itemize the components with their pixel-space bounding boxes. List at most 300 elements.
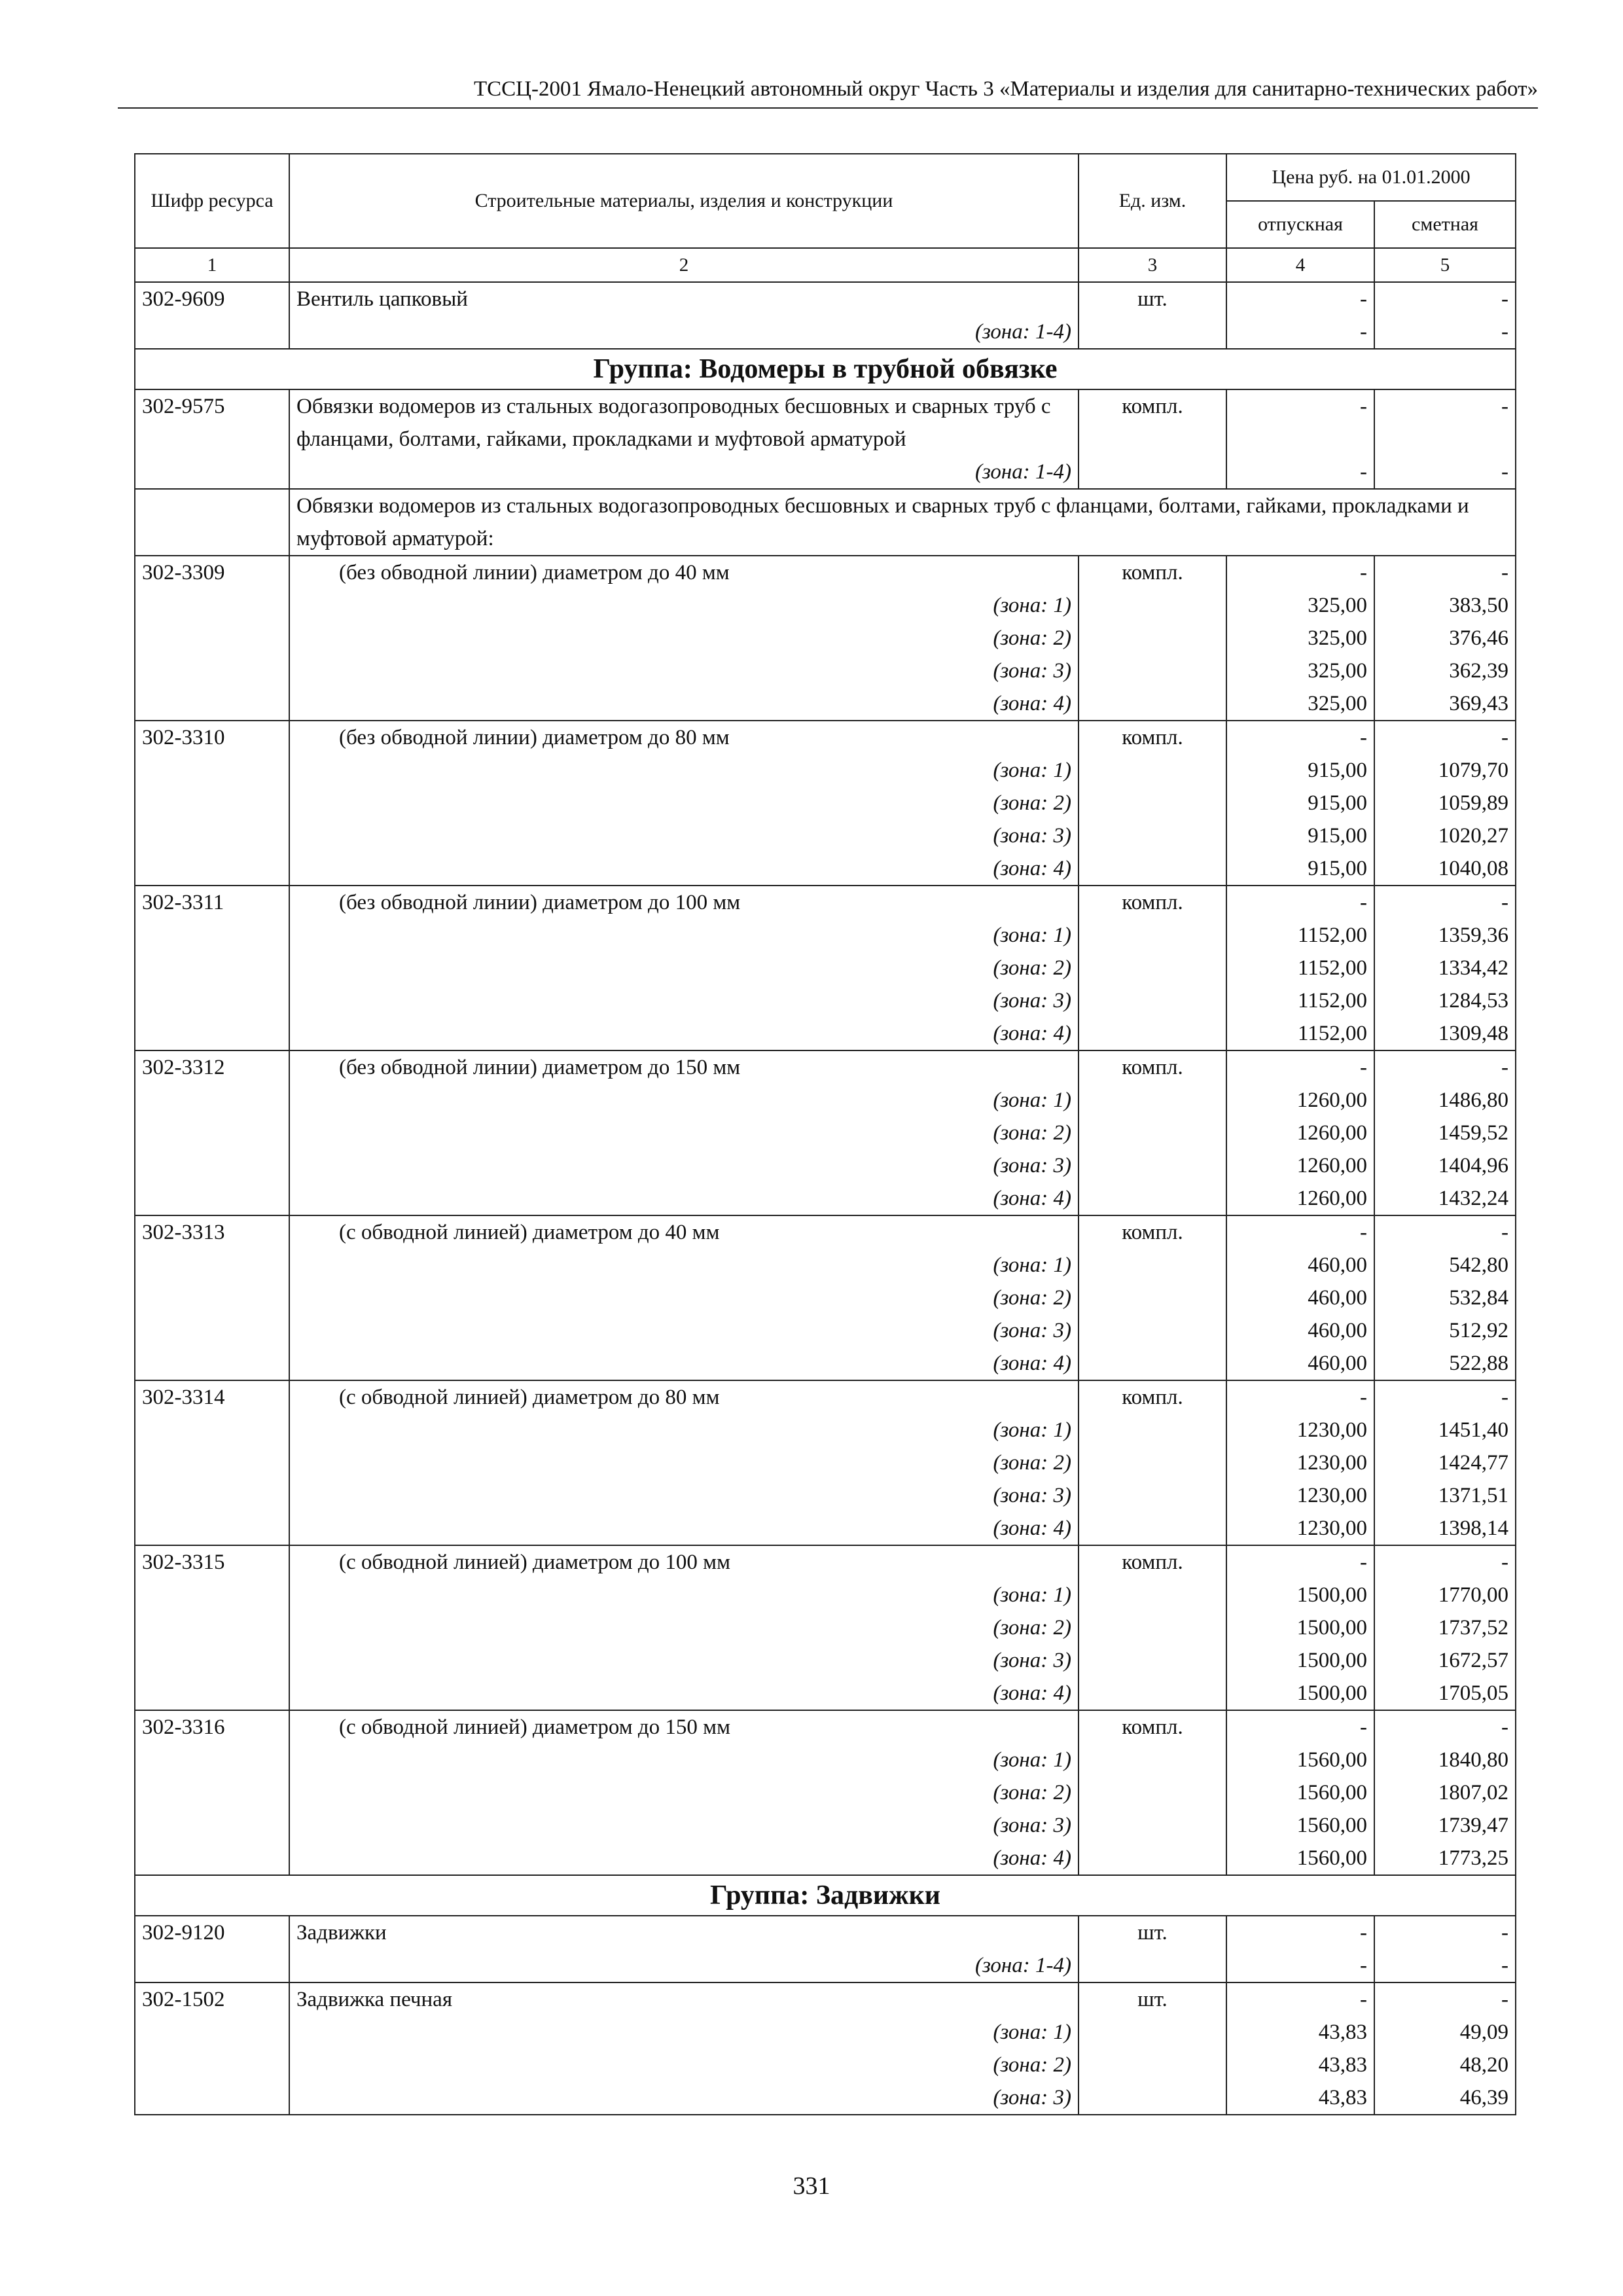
zone-label: (зона: 4) — [289, 1677, 1079, 1710]
zone-release-price: 460,00 — [1226, 1347, 1374, 1380]
zone-label: (зона: 2) — [289, 1446, 1079, 1479]
zone-code-spacer — [135, 315, 289, 349]
zone-label: (зона: 1) — [289, 1249, 1079, 1282]
release-price: - — [1226, 1916, 1374, 1949]
zone-release-price: 460,00 — [1226, 1282, 1374, 1314]
zone-estimate-price: 522,88 — [1374, 1347, 1516, 1380]
zone-row — [135, 919, 1516, 952]
zone-estimate-price: 1739,47 — [1374, 1809, 1516, 1842]
zone-code-spacer — [135, 919, 289, 952]
zone-label: (зона: 3) — [289, 1314, 1079, 1347]
zone-label: (зона: 3) — [289, 984, 1079, 1017]
unit: шт. — [1079, 282, 1226, 315]
column-number: 5 — [1374, 248, 1516, 282]
material-name: (без обводной линии) диаметром до 40 мм — [289, 556, 1079, 589]
unit: компл. — [1079, 1545, 1226, 1579]
zone-label: (зона: 1) — [289, 589, 1079, 622]
zone-row — [135, 1677, 1516, 1710]
zone-code-spacer — [135, 2081, 289, 2115]
zone-row — [135, 589, 1516, 622]
resource-code: 302-3311 — [135, 886, 289, 919]
resource-code: 302-9575 — [135, 389, 289, 456]
zone-row — [135, 1017, 1516, 1050]
zone-release-price: 915,00 — [1226, 852, 1374, 886]
table-row — [135, 1050, 1516, 1084]
zone-unit-spacer — [1079, 2049, 1226, 2081]
zone-code-spacer — [135, 2049, 289, 2081]
zone-label: (зона: 4) — [289, 1347, 1079, 1380]
zone-code-spacer — [135, 1117, 289, 1149]
zone-release-price: 1152,00 — [1226, 952, 1374, 984]
zone-estimate-price: 512,92 — [1374, 1314, 1516, 1347]
zone-unit-spacer — [1079, 1677, 1226, 1710]
zone-estimate-price: 1737,52 — [1374, 1611, 1516, 1644]
zone-unit-spacer — [1079, 984, 1226, 1017]
zone-unit-spacer — [1079, 1949, 1226, 1982]
column-header-code: Шифр ресурса — [135, 154, 289, 248]
zone-code-spacer — [135, 1282, 289, 1314]
estimate-price: - — [1374, 886, 1516, 919]
zone-estimate-price: 1284,53 — [1374, 984, 1516, 1017]
material-name: (с обводной линией) диаметром до 150 мм — [289, 1710, 1079, 1744]
zone-label: (зона: 3) — [289, 819, 1079, 852]
zone-label: (зона: 3) — [289, 1644, 1079, 1677]
column-header-unit: Ед. изм. — [1079, 154, 1226, 248]
release-price: - — [1226, 1050, 1374, 1084]
estimate-price: - — [1374, 282, 1516, 315]
table-header — [135, 154, 1516, 282]
zone-label: (зона: 3) — [289, 1479, 1079, 1512]
zone-unit-spacer — [1079, 456, 1226, 489]
zone-release-price: 915,00 — [1226, 819, 1374, 852]
table-row — [135, 1215, 1516, 1249]
zone-row — [135, 1512, 1516, 1545]
zone-row — [135, 984, 1516, 1017]
zone-unit-spacer — [1079, 1446, 1226, 1479]
zone-release-price: 1560,00 — [1226, 1809, 1374, 1842]
zone-row — [135, 1314, 1516, 1347]
zone-unit-spacer — [1079, 1017, 1226, 1050]
zone-release-price: 1260,00 — [1226, 1149, 1374, 1182]
zone-unit-spacer — [1079, 655, 1226, 687]
zone-code-spacer — [135, 1677, 289, 1710]
zone-code-spacer — [135, 1744, 289, 1776]
zone-release-price: 1560,00 — [1226, 1776, 1374, 1809]
column-number: 1 — [135, 248, 289, 282]
zone-code-spacer — [135, 622, 289, 655]
zone-estimate-price: - — [1374, 456, 1516, 489]
zone-unit-spacer — [1079, 1314, 1226, 1347]
zone-estimate-price: 1404,96 — [1374, 1149, 1516, 1182]
zone-row — [135, 1249, 1516, 1282]
group-title: Группа: Водомеры в трубной обвязке — [135, 349, 1516, 389]
zone-row — [135, 952, 1516, 984]
release-price: - — [1226, 556, 1374, 589]
zone-row — [135, 2016, 1516, 2049]
table-row — [135, 389, 1516, 456]
unit: шт. — [1079, 1916, 1226, 1949]
description-row — [135, 489, 1516, 556]
zone-unit-spacer — [1079, 1347, 1226, 1380]
zone-release-price: 1500,00 — [1226, 1579, 1374, 1611]
zone-code-spacer — [135, 1776, 289, 1809]
material-name: (без обводной линии) диаметром до 80 мм — [289, 721, 1079, 754]
zone-label: (зона: 4) — [289, 1512, 1079, 1545]
resource-code: 302-9609 — [135, 282, 289, 315]
resource-code: 302-3309 — [135, 556, 289, 589]
zone-code-spacer — [135, 456, 289, 489]
zone-release-price: 1500,00 — [1226, 1677, 1374, 1710]
zone-code-spacer — [135, 1182, 289, 1215]
table-row — [135, 1380, 1516, 1414]
zone-code-spacer — [135, 1149, 289, 1182]
zone-code-spacer — [135, 1347, 289, 1380]
zone-release-price: 460,00 — [1226, 1249, 1374, 1282]
release-price: - — [1226, 1545, 1374, 1579]
zone-code-spacer — [135, 1446, 289, 1479]
zone-row — [135, 1084, 1516, 1117]
zone-release-price: - — [1226, 456, 1374, 489]
zone-estimate-price: 1371,51 — [1374, 1479, 1516, 1512]
zone-code-spacer — [135, 1414, 289, 1446]
table-row — [135, 1545, 1516, 1579]
zone-estimate-price: 1309,48 — [1374, 1017, 1516, 1050]
zone-label: (зона: 4) — [289, 1017, 1079, 1050]
table-body — [135, 282, 1516, 2115]
resource-code: 302-1502 — [135, 1982, 289, 2016]
zone-release-price: 460,00 — [1226, 1314, 1374, 1347]
zone-row — [135, 1579, 1516, 1611]
zone-label: (зона: 1) — [289, 1579, 1079, 1611]
zone-unit-spacer — [1079, 1084, 1226, 1117]
zone-row — [135, 1776, 1516, 1809]
zone-row — [135, 1809, 1516, 1842]
zone-unit-spacer — [1079, 1249, 1226, 1282]
zone-label: (зона: 1) — [289, 754, 1079, 787]
zone-estimate-price: 49,09 — [1374, 2016, 1516, 2049]
zone-code-spacer — [135, 952, 289, 984]
zone-estimate-price: 1486,80 — [1374, 1084, 1516, 1117]
zone-estimate-price: 1705,05 — [1374, 1677, 1516, 1710]
zone-unit-spacer — [1079, 1414, 1226, 1446]
zone-unit-spacer — [1079, 754, 1226, 787]
zone-release-price: 1500,00 — [1226, 1611, 1374, 1644]
zone-row — [135, 2081, 1516, 2115]
zone-estimate-price: 1770,00 — [1374, 1579, 1516, 1611]
resource-code: 302-3313 — [135, 1215, 289, 1249]
zone-unit-spacer — [1079, 919, 1226, 952]
zone-label: (зона: 4) — [289, 1842, 1079, 1875]
zone-unit-spacer — [1079, 589, 1226, 622]
unit: компл. — [1079, 1380, 1226, 1414]
zone-row — [135, 754, 1516, 787]
estimate-price: - — [1374, 1545, 1516, 1579]
zone-release-price: 1230,00 — [1226, 1414, 1374, 1446]
zone-estimate-price: - — [1374, 1949, 1516, 1982]
unit: шт. — [1079, 1982, 1226, 2016]
estimate-price: - — [1374, 1050, 1516, 1084]
zone-release-price: 1152,00 — [1226, 919, 1374, 952]
material-name: (без обводной линии) диаметром до 100 мм — [289, 886, 1079, 919]
zone-release-price: 1230,00 — [1226, 1479, 1374, 1512]
unit: компл. — [1079, 556, 1226, 589]
zone-estimate-price: 1398,14 — [1374, 1512, 1516, 1545]
material-name: Задвижка печная — [289, 1982, 1079, 2016]
zone-unit-spacer — [1079, 819, 1226, 852]
zone-code-spacer — [135, 819, 289, 852]
zone-release-price: - — [1226, 315, 1374, 349]
zone-estimate-price: 542,80 — [1374, 1249, 1516, 1282]
group-header-row — [135, 1875, 1516, 1916]
description-spacer — [135, 489, 289, 556]
release-price: - — [1226, 1380, 1374, 1414]
zone-label: (зона: 3) — [289, 1809, 1079, 1842]
zone-estimate-price: 1079,70 — [1374, 754, 1516, 787]
zone-release-price: 1230,00 — [1226, 1446, 1374, 1479]
zone-row — [135, 1479, 1516, 1512]
column-header-name: Строительные материалы, изделия и конструкции — [289, 154, 1079, 248]
description-text: Обвязки водомеров из стальных водогазопроводных бесшовных и сварных труб с фланцами, болтами, гайками, прокладками и муфтовой арматурой: — [289, 489, 1516, 556]
zone-unit-spacer — [1079, 1842, 1226, 1875]
zone-estimate-price: 1359,36 — [1374, 919, 1516, 952]
zone-code-spacer — [135, 852, 289, 886]
zone-estimate-price: 1059,89 — [1374, 787, 1516, 819]
zone-unit-spacer — [1079, 1744, 1226, 1776]
unit: компл. — [1079, 1050, 1226, 1084]
zone-label: (зона: 1-4) — [289, 456, 1079, 489]
zone-release-price: 325,00 — [1226, 589, 1374, 622]
zone-row — [135, 1949, 1516, 1982]
zone-estimate-price: - — [1374, 315, 1516, 349]
unit: компл. — [1079, 721, 1226, 754]
zone-code-spacer — [135, 984, 289, 1017]
resource-code: 302-3314 — [135, 1380, 289, 1414]
estimate-price: - — [1374, 556, 1516, 589]
zone-code-spacer — [135, 1644, 289, 1677]
zone-label: (зона: 1) — [289, 919, 1079, 952]
table-row — [135, 721, 1516, 754]
zone-release-price: 1560,00 — [1226, 1744, 1374, 1776]
resource-code: 302-3315 — [135, 1545, 289, 1579]
zone-label: (зона: 4) — [289, 852, 1079, 886]
zone-code-spacer — [135, 1479, 289, 1512]
zone-unit-spacer — [1079, 1776, 1226, 1809]
zone-unit-spacer — [1079, 1182, 1226, 1215]
zone-estimate-price: 1807,02 — [1374, 1776, 1516, 1809]
zone-row — [135, 315, 1516, 349]
zone-code-spacer — [135, 1579, 289, 1611]
zone-label: (зона: 4) — [289, 1182, 1079, 1215]
column-number: 2 — [289, 248, 1079, 282]
zone-row — [135, 1182, 1516, 1215]
zone-estimate-price: 46,39 — [1374, 2081, 1516, 2115]
zone-release-price: 1260,00 — [1226, 1084, 1374, 1117]
estimate-price: - — [1374, 1982, 1516, 2016]
zone-label: (зона: 3) — [289, 1149, 1079, 1182]
release-price: - — [1226, 1710, 1374, 1744]
zone-estimate-price: 1334,42 — [1374, 952, 1516, 984]
column-header-price-group: Цена руб. на 01.01.2000 — [1226, 154, 1516, 201]
zone-row — [135, 1414, 1516, 1446]
zone-row — [135, 1644, 1516, 1677]
column-header-release-price: отпускная — [1226, 201, 1374, 248]
zone-row — [135, 819, 1516, 852]
zone-code-spacer — [135, 754, 289, 787]
zone-unit-spacer — [1079, 852, 1226, 886]
column-number: 4 — [1226, 248, 1374, 282]
zone-release-price: 1260,00 — [1226, 1117, 1374, 1149]
release-price: - — [1226, 721, 1374, 754]
zone-estimate-price: 1840,80 — [1374, 1744, 1516, 1776]
zone-label: (зона: 2) — [289, 952, 1079, 984]
zone-estimate-price: 1451,40 — [1374, 1414, 1516, 1446]
zone-estimate-price: 532,84 — [1374, 1282, 1516, 1314]
unit: компл. — [1079, 1215, 1226, 1249]
zone-release-price: 43,83 — [1226, 2081, 1374, 2115]
zone-unit-spacer — [1079, 2016, 1226, 2049]
zone-row — [135, 2049, 1516, 2081]
zone-code-spacer — [135, 2016, 289, 2049]
table-row — [135, 1710, 1516, 1744]
zone-release-price: 1230,00 — [1226, 1512, 1374, 1545]
estimate-price: - — [1374, 1710, 1516, 1744]
release-price: - — [1226, 886, 1374, 919]
zone-release-price: 1152,00 — [1226, 1017, 1374, 1050]
table-row — [135, 1982, 1516, 2016]
zone-code-spacer — [135, 655, 289, 687]
zone-label: (зона: 1) — [289, 1084, 1079, 1117]
zone-unit-spacer — [1079, 1117, 1226, 1149]
zone-estimate-price: 376,46 — [1374, 622, 1516, 655]
zone-code-spacer — [135, 1314, 289, 1347]
table-row — [135, 282, 1516, 315]
zone-estimate-price: 1040,08 — [1374, 852, 1516, 886]
zone-unit-spacer — [1079, 687, 1226, 721]
material-name: Вентиль цапковый — [289, 282, 1079, 315]
material-name: (с обводной линией) диаметром до 40 мм — [289, 1215, 1079, 1249]
column-number: 3 — [1079, 248, 1226, 282]
zone-release-price: 1500,00 — [1226, 1644, 1374, 1677]
zone-release-price: 43,83 — [1226, 2016, 1374, 2049]
zone-estimate-price: 1773,25 — [1374, 1842, 1516, 1875]
zone-estimate-price: 1020,27 — [1374, 819, 1516, 852]
zone-release-price: - — [1226, 1949, 1374, 1982]
zone-label: (зона: 2) — [289, 787, 1079, 819]
zone-unit-spacer — [1079, 1809, 1226, 1842]
zone-row — [135, 1149, 1516, 1182]
resource-code: 302-3310 — [135, 721, 289, 754]
zone-code-spacer — [135, 1084, 289, 1117]
zone-row — [135, 1842, 1516, 1875]
zone-release-price: 1260,00 — [1226, 1182, 1374, 1215]
zone-label: (зона: 1) — [289, 2016, 1079, 2049]
zone-label: (зона: 1-4) — [289, 315, 1079, 349]
zone-label: (зона: 1-4) — [289, 1949, 1079, 1982]
zone-row — [135, 622, 1516, 655]
zone-estimate-price: 369,43 — [1374, 687, 1516, 721]
zone-unit-spacer — [1079, 315, 1226, 349]
zone-release-price: 43,83 — [1226, 2049, 1374, 2081]
zone-label: (зона: 2) — [289, 622, 1079, 655]
estimate-price: - — [1374, 389, 1516, 456]
zone-release-price: 325,00 — [1226, 687, 1374, 721]
zone-label: (зона: 1) — [289, 1744, 1079, 1776]
zone-estimate-price: 48,20 — [1374, 2049, 1516, 2081]
zone-code-spacer — [135, 589, 289, 622]
zone-release-price: 915,00 — [1226, 787, 1374, 819]
resource-code: 302-3312 — [135, 1050, 289, 1084]
zone-row — [135, 787, 1516, 819]
group-header-row — [135, 349, 1516, 389]
zone-estimate-price: 362,39 — [1374, 655, 1516, 687]
zone-unit-spacer — [1079, 1479, 1226, 1512]
estimate-price: - — [1374, 1916, 1516, 1949]
zone-code-spacer — [135, 687, 289, 721]
zone-estimate-price: 1432,24 — [1374, 1182, 1516, 1215]
zone-code-spacer — [135, 1809, 289, 1842]
release-price: - — [1226, 1982, 1374, 2016]
zone-row — [135, 1611, 1516, 1644]
zone-label: (зона: 2) — [289, 2049, 1079, 2081]
material-name: Обвязки водомеров из стальных водогазопроводных бесшовных и сварных труб с фланцами, болтами, гайками, прокладками и муфтовой арматурой — [289, 389, 1079, 456]
zone-code-spacer — [135, 1249, 289, 1282]
group-title: Группа: Задвижки — [135, 1875, 1516, 1916]
table-row — [135, 886, 1516, 919]
zone-release-price: 1560,00 — [1226, 1842, 1374, 1875]
table-row — [135, 1916, 1516, 1949]
resource-code: 302-3316 — [135, 1710, 289, 1744]
release-price: - — [1226, 389, 1374, 456]
zone-row — [135, 655, 1516, 687]
zone-unit-spacer — [1079, 1579, 1226, 1611]
zone-estimate-price: 383,50 — [1374, 589, 1516, 622]
estimate-price: - — [1374, 1380, 1516, 1414]
zone-release-price: 915,00 — [1226, 754, 1374, 787]
unit: компл. — [1079, 389, 1226, 456]
zone-row — [135, 1347, 1516, 1380]
release-price: - — [1226, 282, 1374, 315]
zone-release-price: 325,00 — [1226, 655, 1374, 687]
zone-unit-spacer — [1079, 952, 1226, 984]
resource-code: 302-9120 — [135, 1916, 289, 1949]
material-name: Задвижки — [289, 1916, 1079, 1949]
zone-label: (зона: 2) — [289, 1117, 1079, 1149]
zone-release-price: 325,00 — [1226, 622, 1374, 655]
material-name: (с обводной линией) диаметром до 80 мм — [289, 1380, 1079, 1414]
zone-label: (зона: 1) — [289, 1414, 1079, 1446]
zone-label: (зона: 2) — [289, 1282, 1079, 1314]
running-header: ТССЦ-2001 Ямало-Ненецкий автономный округ Часть 3 «Материалы и изделия для санитарно-технических работ» — [118, 73, 1538, 109]
zone-row — [135, 852, 1516, 886]
price-table — [134, 153, 1516, 2115]
zone-label: (зона: 3) — [289, 2081, 1079, 2115]
zone-unit-spacer — [1079, 1611, 1226, 1644]
zone-label: (зона: 3) — [289, 655, 1079, 687]
zone-unit-spacer — [1079, 1644, 1226, 1677]
zone-label: (зона: 2) — [289, 1611, 1079, 1644]
material-name: (без обводной линии) диаметром до 150 мм — [289, 1050, 1079, 1084]
estimate-price: - — [1374, 1215, 1516, 1249]
table-row — [135, 556, 1516, 589]
zone-estimate-price: 1459,52 — [1374, 1117, 1516, 1149]
page-number: 331 — [793, 2172, 830, 2200]
zone-label: (зона: 4) — [289, 687, 1079, 721]
zone-row — [135, 1282, 1516, 1314]
zone-unit-spacer — [1079, 622, 1226, 655]
zone-label: (зона: 2) — [289, 1776, 1079, 1809]
unit: компл. — [1079, 1710, 1226, 1744]
zone-code-spacer — [135, 1611, 289, 1644]
